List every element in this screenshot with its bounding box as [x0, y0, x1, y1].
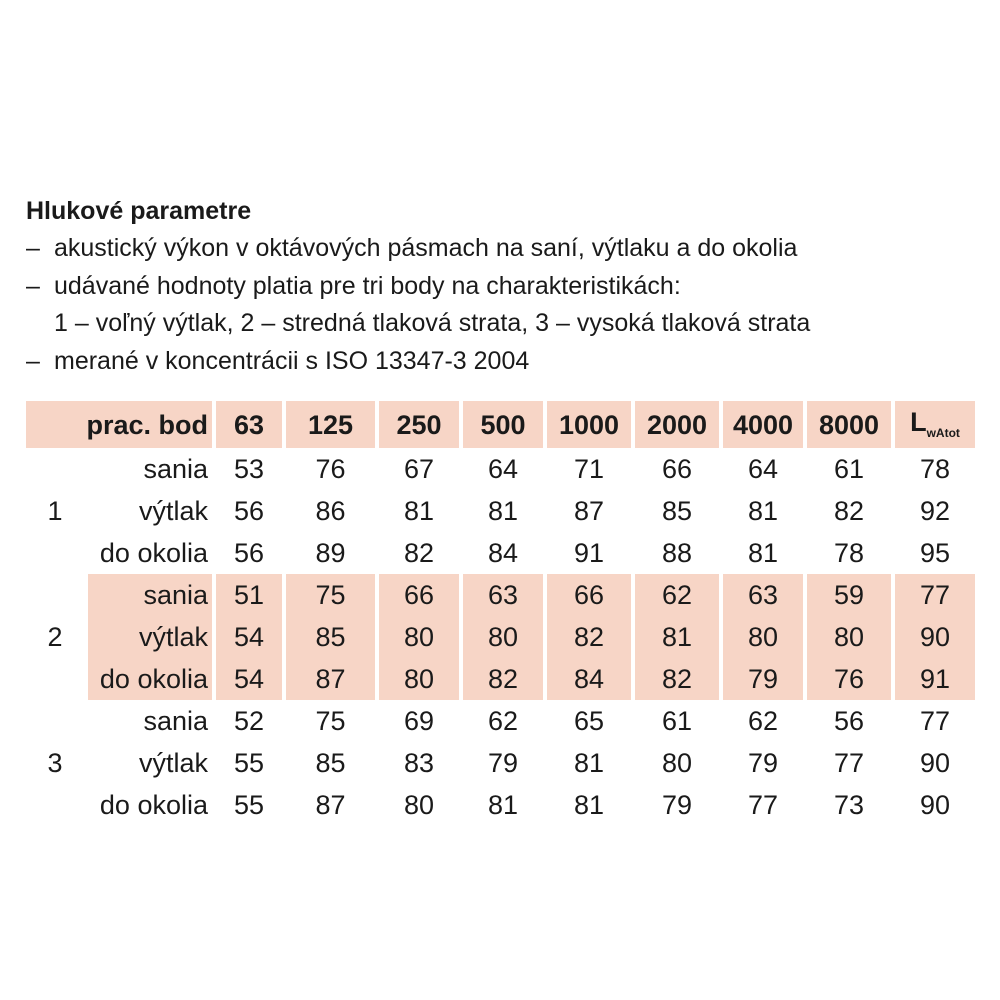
- total-level-cell: 77: [895, 574, 975, 616]
- band-value-cell: 67: [403, 454, 435, 484]
- band-value-cell: 76: [807, 658, 891, 700]
- total-level-cell: 90: [919, 790, 951, 820]
- band-value-cell: 66: [379, 574, 459, 616]
- band-value-cell: 81: [747, 538, 779, 568]
- band-value-cell: 64: [747, 454, 779, 484]
- band-value-cell: 81: [573, 790, 605, 820]
- band-value-cell: 56: [233, 496, 265, 526]
- measurement-type-cell: sania: [143, 706, 208, 736]
- band-value-cell: 80: [463, 616, 543, 658]
- band-value-cell: 80: [403, 790, 435, 820]
- table-header-row: [26, 401, 975, 448]
- operating-point-cell: 3: [47, 748, 63, 778]
- operating-point-cell: [26, 658, 84, 700]
- band-value-cell: 82: [547, 616, 631, 658]
- noise-table: [22, 401, 979, 826]
- total-level-cell: 92: [919, 496, 951, 526]
- table-row: [26, 658, 975, 700]
- band-value-cell: 76: [315, 454, 346, 484]
- measurement-type-cell: výtlak: [88, 616, 212, 658]
- table-row: [26, 700, 975, 742]
- band-value-cell: 56: [233, 538, 265, 568]
- header-operating-point: prac. bod: [26, 401, 212, 448]
- band-value-cell: 61: [833, 454, 865, 484]
- band-value-cell: 87: [315, 790, 346, 820]
- band-value-cell: 71: [573, 454, 605, 484]
- band-value-cell: 88: [661, 538, 693, 568]
- band-value-cell: 80: [723, 616, 803, 658]
- header-total-level: $L_{wAtot}$: [895, 401, 975, 448]
- measurement-type-cell: do okolia: [99, 790, 208, 820]
- header-band: 500: [463, 401, 543, 448]
- measurement-type-cell: sania: [143, 454, 208, 484]
- band-value-cell: 85: [661, 496, 693, 526]
- band-value-cell: 80: [807, 616, 891, 658]
- band-value-cell: 52: [233, 706, 265, 736]
- band-value-cell: 61: [661, 706, 693, 736]
- band-value-cell: 81: [747, 496, 779, 526]
- total-level-cell: 95: [919, 538, 951, 568]
- band-value-cell: 89: [315, 538, 346, 568]
- band-value-cell: 91: [573, 538, 605, 568]
- band-value-cell: 63: [723, 574, 803, 616]
- intro-line-3: 1 – voľný výtlak, 2 – stredná tlaková strata, 3 – vysoká tlaková strata: [54, 309, 811, 337]
- band-value-cell: 51: [216, 574, 282, 616]
- band-value-cell: 55: [233, 748, 265, 778]
- table-row: [26, 784, 975, 826]
- band-value-cell: 63: [463, 574, 543, 616]
- table-row: [26, 616, 975, 658]
- header-band: 2000: [635, 401, 719, 448]
- operating-point-cell: 2: [47, 622, 63, 652]
- band-value-cell: 82: [833, 496, 865, 526]
- section-title: Hlukové parametre: [26, 197, 252, 225]
- header-band: 250: [379, 401, 459, 448]
- band-value-cell: 81: [635, 616, 719, 658]
- band-value-cell: 85: [315, 748, 346, 778]
- noise-parameters-intro: [26, 194, 986, 380]
- operating-point-cell: [26, 532, 84, 574]
- operating-point-cell: [26, 448, 84, 490]
- table-row: [26, 448, 975, 490]
- band-value-cell: 87: [286, 658, 375, 700]
- header-band: 8000: [807, 401, 891, 448]
- band-value-cell: 80: [661, 748, 693, 778]
- band-value-cell: 64: [487, 454, 519, 484]
- band-value-cell: 55: [233, 790, 265, 820]
- table-body: [26, 448, 975, 826]
- measurement-type-cell: do okolia: [99, 538, 208, 568]
- band-value-cell: 86: [315, 496, 346, 526]
- total-level-cell: 78: [919, 454, 951, 484]
- measurement-type-cell: sania: [88, 574, 212, 616]
- measurement-type-cell: výtlak: [138, 496, 208, 526]
- band-value-cell: 79: [723, 658, 803, 700]
- band-value-cell: 79: [487, 748, 519, 778]
- band-value-cell: 62: [747, 706, 779, 736]
- header-band: 63: [216, 401, 282, 448]
- measurement-type-cell: do okolia: [88, 658, 212, 700]
- intro-line-4: – merané v koncentrácii s ISO 13347-3 2004: [26, 346, 530, 375]
- band-value-cell: 53: [233, 454, 265, 484]
- band-value-cell: 80: [379, 616, 459, 658]
- table-row: [26, 742, 975, 784]
- band-value-cell: 79: [747, 748, 779, 778]
- intro-line-2: – udávané hodnoty platia pre tri body na charakteristikách:: [26, 271, 681, 300]
- band-value-cell: 82: [635, 658, 719, 700]
- operating-point-cell: [26, 700, 84, 742]
- band-value-cell: 81: [487, 790, 519, 820]
- band-value-cell: 77: [747, 790, 779, 820]
- total-level-cell: 90: [919, 748, 951, 778]
- band-value-cell: 75: [286, 574, 375, 616]
- band-value-cell: 65: [573, 706, 605, 736]
- total-level-cell: 90: [895, 616, 975, 658]
- total-level-cell: 91: [895, 658, 975, 700]
- header-band: 1000: [547, 401, 631, 448]
- table-row: [26, 490, 975, 532]
- band-value-cell: 78: [833, 538, 865, 568]
- band-value-cell: 62: [487, 706, 519, 736]
- band-value-cell: 81: [487, 496, 519, 526]
- band-value-cell: 84: [547, 658, 631, 700]
- intro-line-1: – akustický výkon v oktávových pásmach na saní, výtlaku a do okolia: [26, 234, 798, 262]
- band-value-cell: 59: [807, 574, 891, 616]
- band-value-cell: 81: [573, 748, 605, 778]
- operating-point-cell: [26, 784, 84, 826]
- band-value-cell: 54: [216, 616, 282, 658]
- band-value-cell: 81: [403, 496, 435, 526]
- band-value-cell: 75: [315, 706, 346, 736]
- band-value-cell: 82: [403, 538, 435, 568]
- band-value-cell: 66: [547, 574, 631, 616]
- band-value-cell: 77: [833, 748, 865, 778]
- band-value-cell: 62: [635, 574, 719, 616]
- band-value-cell: 84: [487, 538, 519, 568]
- band-value-cell: 80: [379, 658, 459, 700]
- measurement-type-cell: výtlak: [138, 748, 208, 778]
- table-row: [26, 532, 975, 574]
- header-band: 4000: [723, 401, 803, 448]
- header-band: 125: [286, 401, 375, 448]
- band-value-cell: 82: [463, 658, 543, 700]
- table-row: [26, 574, 975, 616]
- band-value-cell: 54: [216, 658, 282, 700]
- total-level-cell: 77: [919, 706, 951, 736]
- band-value-cell: 83: [403, 748, 435, 778]
- operating-point-cell: 1: [47, 496, 63, 526]
- band-value-cell: 66: [661, 454, 693, 484]
- band-value-cell: 69: [403, 706, 435, 736]
- operating-point-cell: [26, 574, 84, 616]
- band-value-cell: 87: [573, 496, 605, 526]
- band-value-cell: 73: [833, 790, 865, 820]
- band-value-cell: 85: [286, 616, 375, 658]
- band-value-cell: 56: [833, 706, 865, 736]
- band-value-cell: 79: [661, 790, 693, 820]
